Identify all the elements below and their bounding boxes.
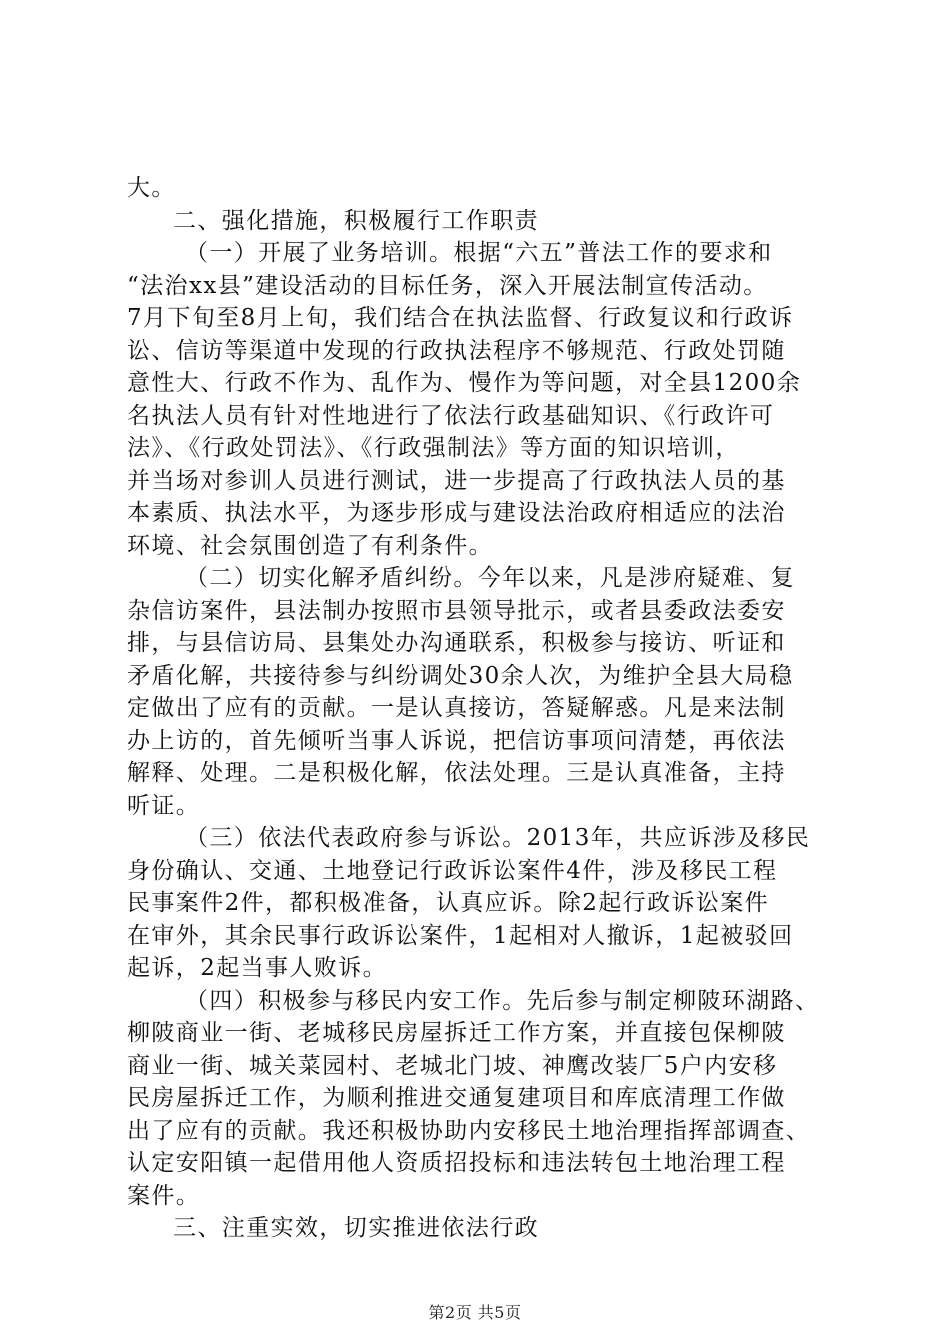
text-line: 身份确认、交通、土地登记行政诉讼案件4件，涉及移民工程 (127, 857, 778, 884)
text-line: 意性大、行政不作为、乱作为、慢作为等问题，对全县1200余 (127, 370, 802, 396)
text-line: 出了应有的贡献。我还积极协助内安移民土地治理指挥部调查、 (127, 1117, 811, 1144)
paragraph-first-line: （三）依法代表政府参与诉讼。2013年，共应诉涉及移民 (185, 825, 811, 851)
paragraph-first-line: （四）积极参与移民内安工作。先后参与制定柳陂环湖路、 (185, 987, 820, 1014)
text-line: 听证。 (127, 792, 201, 819)
text-line: 在审外，其余民事行政诉讼案件，1起相对人撤诉，1起被驳回 (127, 922, 794, 949)
document-body (127, 172, 847, 1245)
text-line: 大。 (127, 175, 176, 201)
text-line: 本素质、执法水平，为逐步形成与建设法治政府相适应的法治 (127, 500, 786, 526)
text-line: 民房屋拆迁工作，为顺利推进交通复建项目和库底清理工作做 (127, 1085, 786, 1111)
text-line: 法》、《行政处罚法》、《行政强制法》等方面的知识培训， (127, 435, 740, 461)
text-line: 认定安阳镇一起借用他人资质招投标和违法转包土地治理工程 (127, 1150, 786, 1176)
text-line: 并当场对参训人员进行测试，进一步提高了行政执法人员的基 (127, 467, 786, 494)
paragraph-first-line: （一）开展了业务培训。根据“六五”普法工作的要求和 (185, 240, 773, 266)
text-line: 办上访的，首先倾听当事人诉说，把信访事项问清楚，再依法 (127, 727, 786, 754)
text-line: 排，与县信访局、县集处办沟通联系，积极参与接访、听证和 (127, 630, 786, 656)
paragraph-first-line: （二）切实化解矛盾纠纷。今年以来，凡是涉府疑难、复 (185, 565, 795, 591)
text-line: 杂信访案件，县法制办按照市县领导批示，或者县委政法委安 (127, 597, 786, 624)
text-line: 7月下旬至8月上旬，我们结合在执法监督、行政复议和行政诉 (127, 305, 794, 331)
text-line: 名执法人员有针对性地进行了依法行政基础知识、《行政许可 (127, 402, 775, 429)
text-line: 起诉，2起当事人败诉。 (127, 955, 388, 981)
text-line: 定做出了应有的贡献。一是认真接访，答疑解惑。凡是来法制 (127, 695, 786, 721)
section-heading-line: 二、强化措施，积极履行工作职责 (173, 207, 539, 234)
text-line: 柳陂商业一街、老城移民房屋拆迁工作方案，并直接包保柳陂 (127, 1020, 786, 1046)
text-line: 商业一街、城关菜园村、老城北门坡、神鹰改装厂5户内安移 (127, 1052, 778, 1079)
text-line: 环境、社会氛围创造了有利条件。 (127, 532, 493, 559)
section-heading-line: 三、注重实效，切实推进依法行政 (173, 1215, 539, 1241)
page-footer: 第2页 共5页 (428, 1303, 522, 1322)
text-line: 矛盾化解，共接待参与纠纷调处30余人次，为维护全县大局稳 (127, 662, 794, 689)
text-line: 讼、信访等渠道中发现的行政执法程序不够规范、行政处罚随 (127, 337, 786, 364)
text-line: 解释、处理。二是积极化解，依法处理。三是认真准备，主持 (127, 760, 786, 786)
text-line: 案件。 (127, 1182, 201, 1209)
text-line: “法治xx县”建设活动的目标任务，深入开展法制宣传活动。 (127, 272, 768, 299)
text-line: 民事案件2件，都积极准备，认真应诉。除2起行政诉讼案件 (127, 890, 770, 916)
